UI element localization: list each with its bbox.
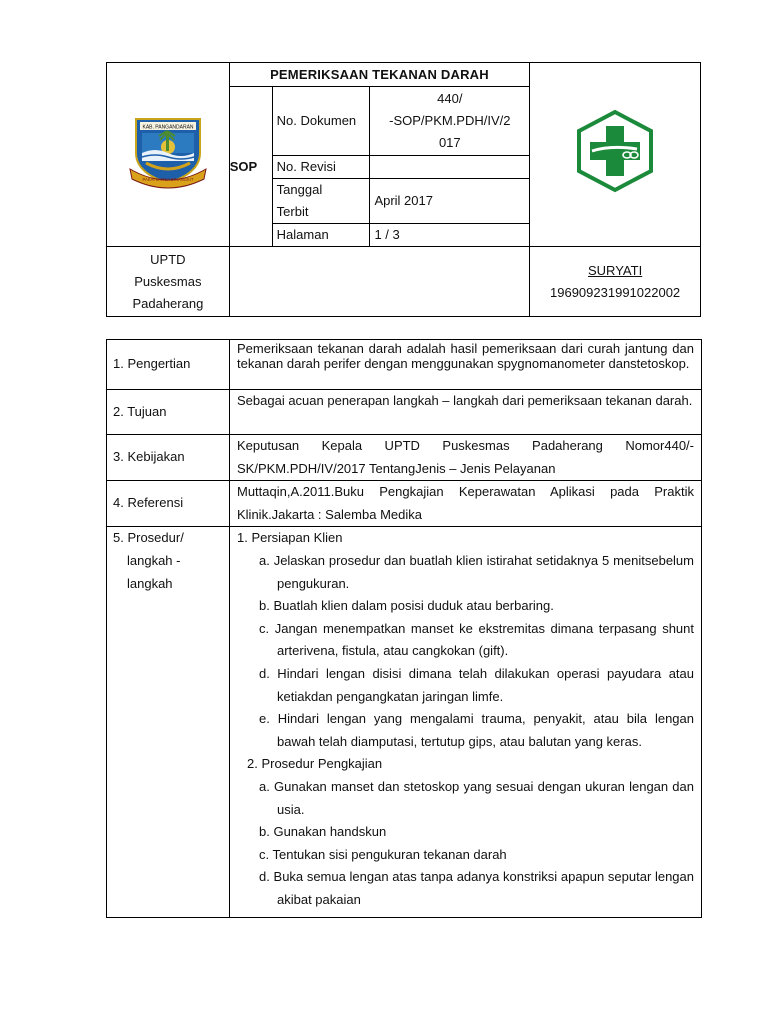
document-title: PEMERIKSAAN TEKANAN DARAH (229, 63, 529, 87)
signer-nip: 196909231991022002 (550, 284, 681, 300)
puskesmas-cross-logo-icon (575, 109, 655, 193)
list-item: e. Hindari lengan yang mengalami trauma, penyakit, atau bila lengan bawah telah diamputasi, tertutup gips, atau balutan yang keras. (259, 711, 694, 749)
section-text-referensi: Muttaqin,A.2011.Buku Pengkajian Keperawatan Aplikasi pada Praktik Klinik.Jakarta : Salemba Medika (230, 481, 702, 527)
doc-number-value: 440/ -SOP/PKM.PDH/IV/2 017 (370, 87, 530, 156)
emblem-motto: PAKAI KARSA BINANGKIT (142, 177, 194, 182)
page-value: 1 / 3 (370, 224, 530, 247)
sop-label: SOP (229, 87, 272, 247)
signer-cell (530, 247, 701, 317)
list-item: d. Hindari lengan disisi dimana telah dilakukan operasi payudara atau ketiakdan pengangkatan jaringan limfe. (259, 665, 694, 704)
list-item: d. Buka semua lengan atas tanpa adanya konstriksi apapun seputar lengan akibat pakaian (259, 869, 694, 907)
section-label-pengertian: 1. Pengertian (107, 340, 230, 390)
kabupaten-pangandaran-emblem-icon (128, 113, 208, 189)
section-label-referensi: 4. Referensi (107, 481, 230, 527)
issue-date-value: April 2017 (370, 179, 530, 224)
issue-date-label: Tanggal Terbit (272, 179, 370, 224)
list-item: c. Tentukan sisi pengukuran tekanan darah (259, 846, 507, 862)
organization-cell: UPTD Puskesmas Padaherang (107, 247, 230, 317)
sop-header-table (106, 62, 701, 317)
list-item: b. Gunakan handskun (259, 824, 387, 840)
sop-content-table (106, 339, 702, 918)
list-item: c. Jangan menempatkan manset ke ekstremitas dimana terpasang shunt arterivena, fistula, atau cangkokan (gift). (259, 620, 694, 659)
blank-signature-cell (229, 247, 529, 317)
group-title-pengkajian: 2. Prosedur Pengkajian (247, 756, 383, 772)
doc-number-label: No. Dokumen (272, 87, 370, 156)
left-logo-cell (107, 63, 230, 247)
revision-value (370, 156, 530, 179)
revision-label: No. Revisi (272, 156, 370, 179)
list-item: b. Buatlah klien dalam posisi duduk atau berbaring. (259, 598, 554, 614)
section-text-prosedur (230, 527, 702, 918)
section-text-pengertian: Pemeriksaan tekanan darah adalah hasil pemeriksaan dari curah jantung dan tekanan darah perifer dengan menggunakan spygnomanometer danstetoskop. (230, 340, 702, 390)
page-label: Halaman (272, 224, 370, 247)
group-title-persiapan: 1. Persiapan Klien (237, 530, 343, 546)
emblem-caption: KAB. PANGANDARAN (142, 124, 194, 131)
section-label-kebijakan: 3. Kebijakan (107, 435, 230, 481)
section-label-tujuan: 2. Tujuan (107, 390, 230, 435)
section-text-kebijakan: Keputusan Kepala UPTD Puskesmas Padaherang Nomor440/-SK/PKM.PDH/IV/2017 TentangJenis – Jenis Pelayanan (230, 435, 702, 481)
signer-name: SURYATI (588, 262, 643, 278)
list-item: a. Gunakan manset dan stetoskop yang sesuai dengan ukuran lengan dan usia. (259, 778, 694, 817)
section-text-tujuan: Sebagai acuan penerapan langkah – langkah dari pemeriksaan tekanan darah. (230, 390, 702, 435)
list-item: a. Jelaskan prosedur dan buatlah klien istirahat setidaknya 5 menitsebelum pengukuran. (259, 552, 694, 591)
right-logo-cell (530, 63, 701, 247)
section-label-prosedur: 5. Prosedur/ langkah - langkah (107, 527, 230, 918)
